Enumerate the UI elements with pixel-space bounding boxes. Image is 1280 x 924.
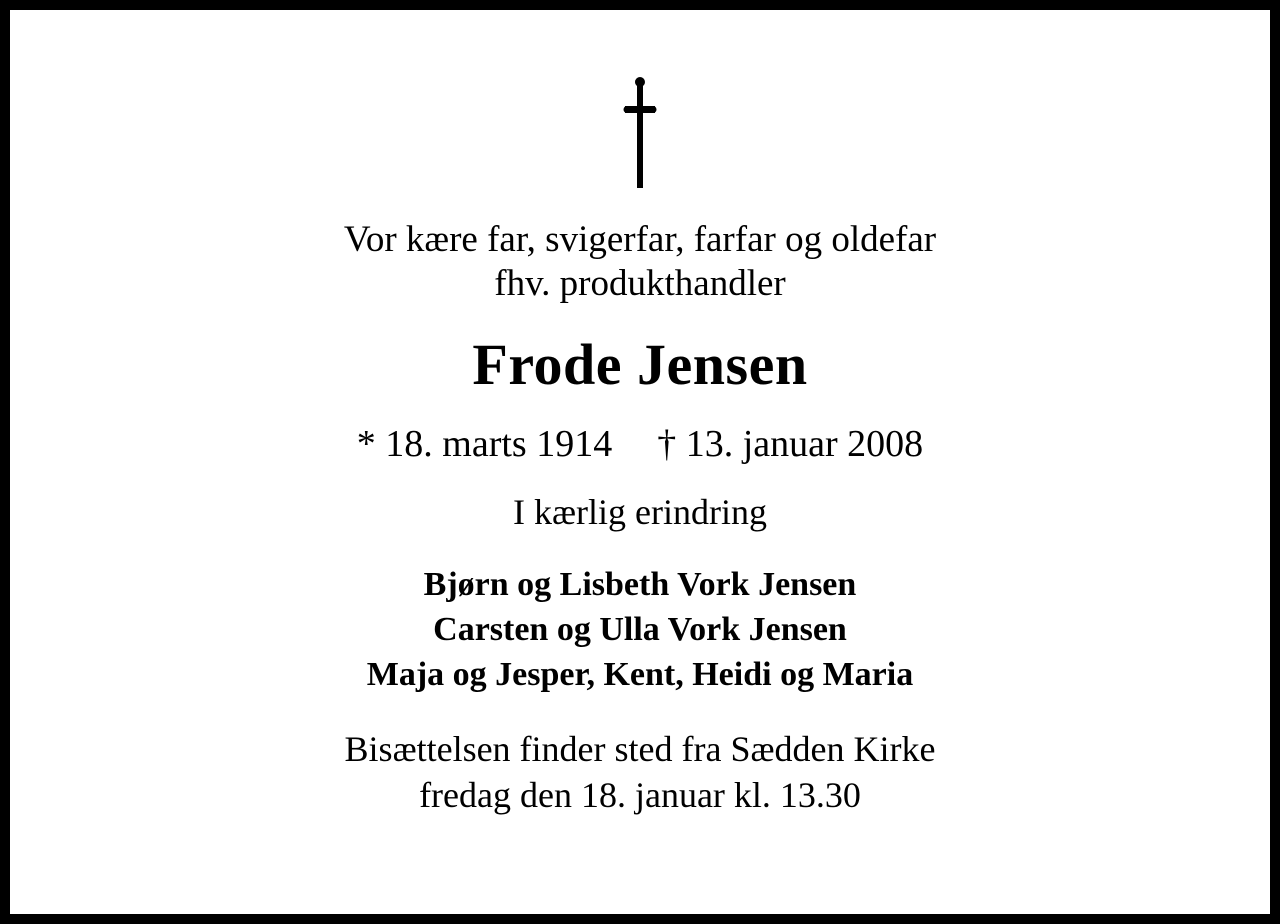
cross-symbol-wrapper — [10, 72, 1270, 192]
intro-text — [10, 218, 1270, 305]
latin-cross-icon — [620, 72, 660, 192]
intro-line-2: fhv. produkthandler — [494, 262, 786, 304]
funeral-line-2: fredag den 18. januar kl. 13.30 — [419, 774, 861, 815]
death-date: † 13. januar 2008 — [657, 422, 924, 465]
survivor-line: Carsten og Ulla Vork Jensen — [433, 610, 847, 648]
birth-date: * 18. marts 1914 — [356, 422, 613, 465]
life-dates — [10, 422, 1270, 467]
funeral-line-1: Bisættelsen finder sted fra Sædden Kirke — [344, 728, 936, 769]
obituary-notice — [10, 10, 1270, 914]
survivor-line: Bjørn og Lisbeth Vork Jensen — [423, 566, 857, 604]
memory-text: I kærlig erindring — [513, 491, 767, 532]
survivors-list — [10, 563, 1270, 698]
intro-line-1: Vor kære far, svigerfar, farfar og oldefar — [343, 219, 937, 260]
funeral-details — [10, 726, 1270, 818]
survivor-line: Maja og Jesper, Kent, Heidi og Maria — [366, 655, 914, 693]
deceased-name: Frode Jensen — [472, 332, 808, 398]
